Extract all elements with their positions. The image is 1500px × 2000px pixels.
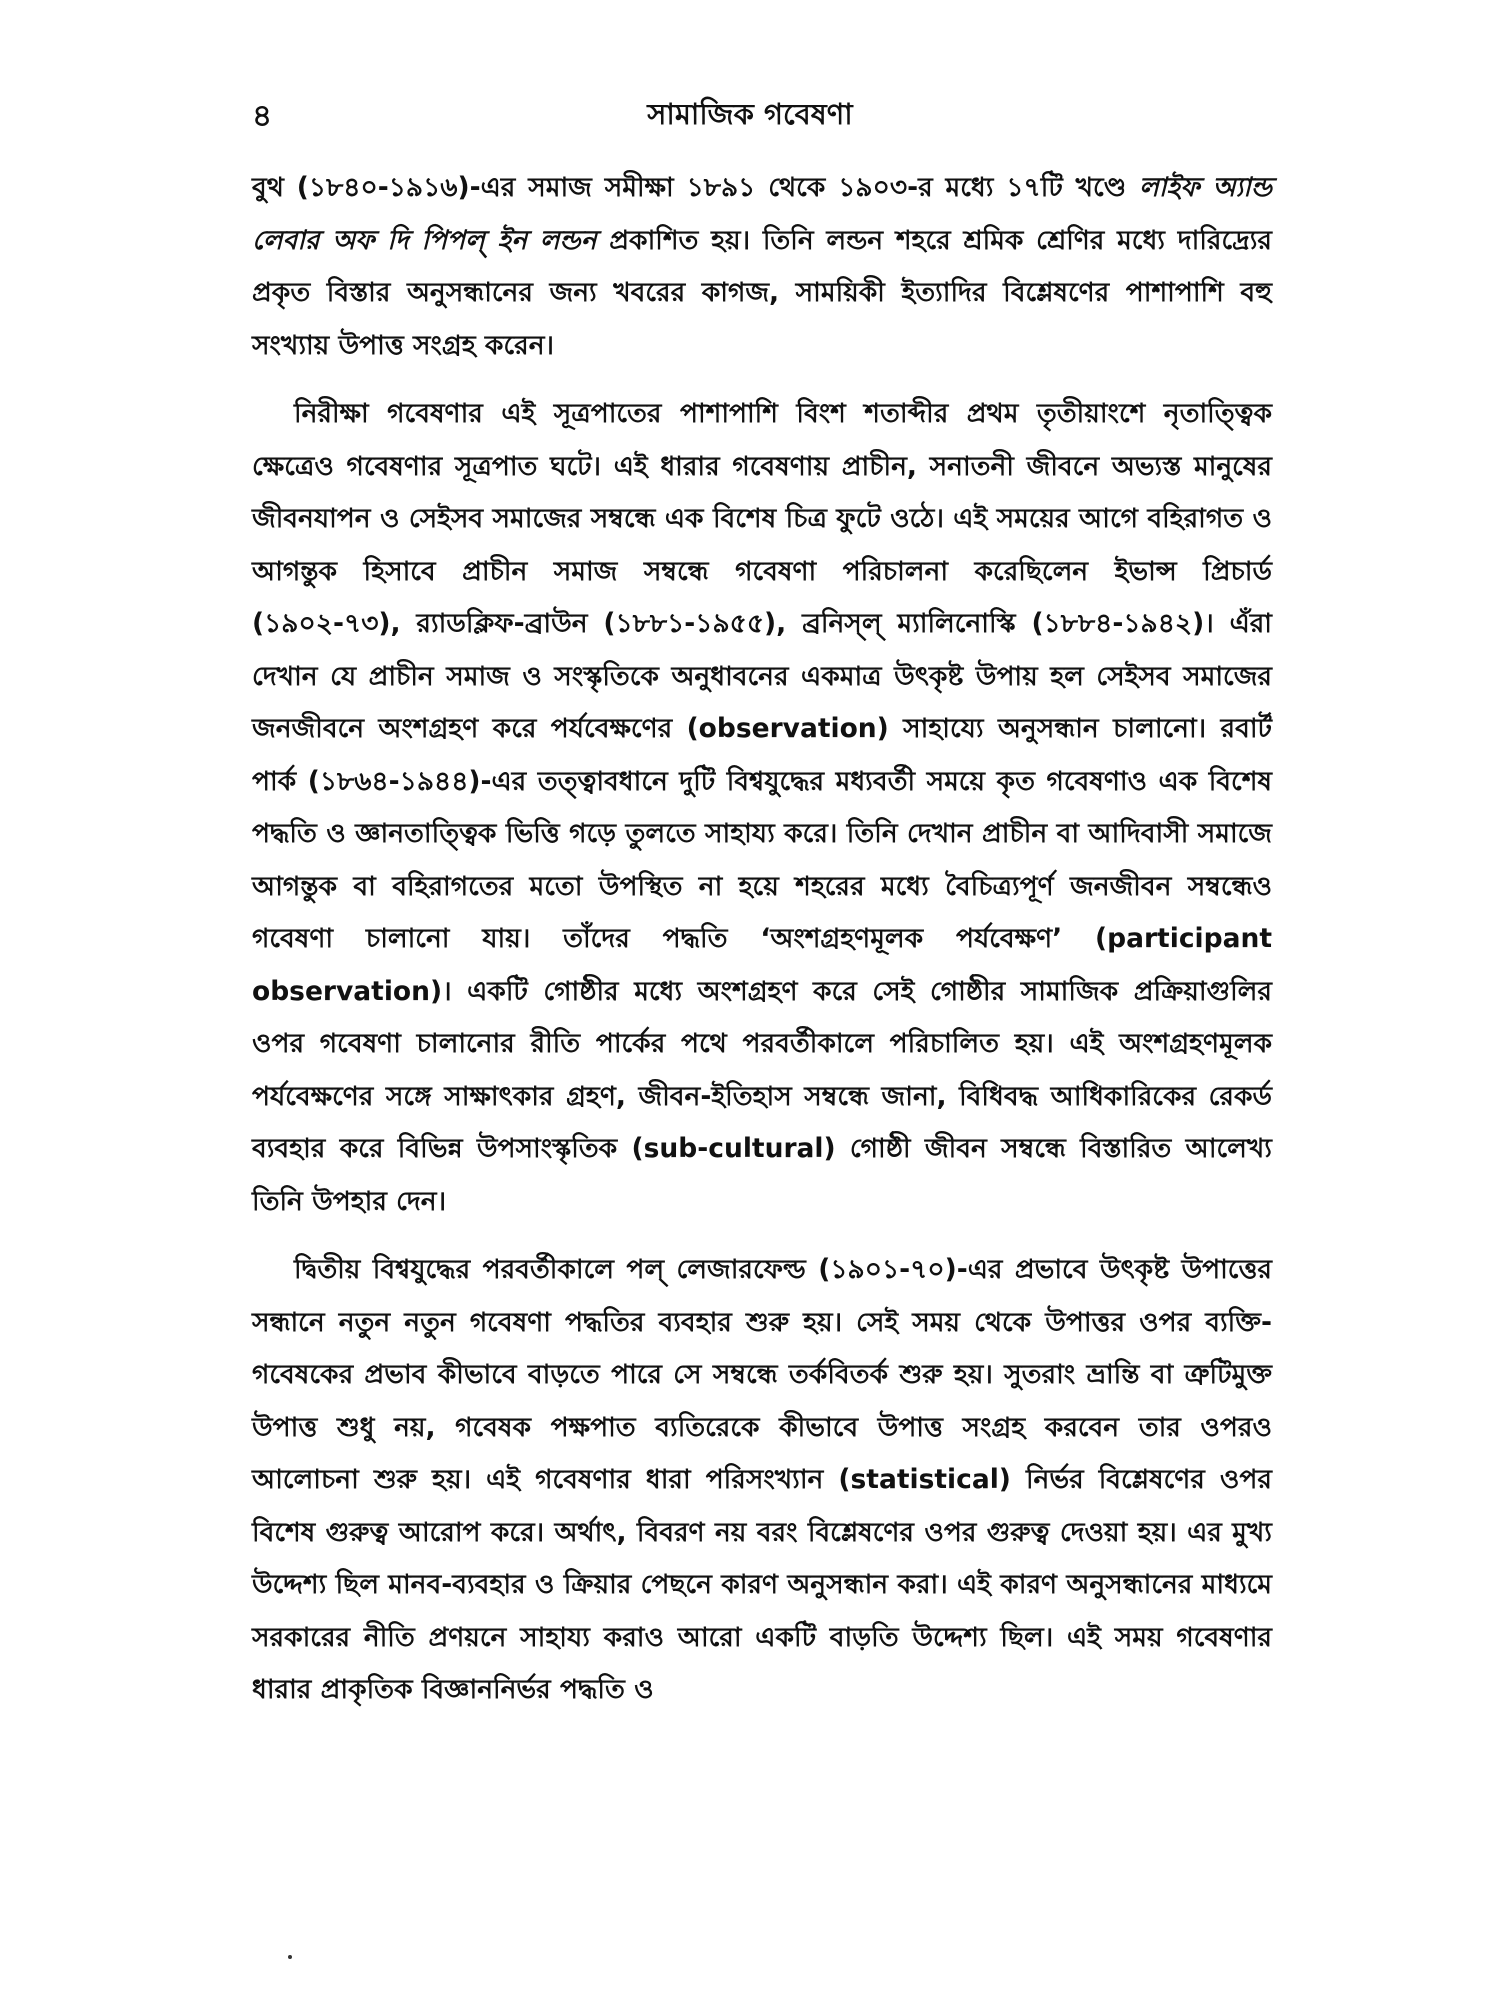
paragraph-text-end: প্রকাশিত হয়। তিনি লন্ডন শহরে শ্রমিক শ্রেণির মধ্যে দারিদ্র্যের প্রকৃত বিস্তার অনুসন্ধানের জন্য খবরের কাগজ, সাময়িকী ইত্যাদির বিশ্লেষণের পাশাপাশি বহু সংখ্যায় উপাত্ত সংগ্রহ করেন।	[252, 224, 1272, 361]
print-speck	[288, 1955, 292, 1959]
paragraph-booth-survey	[252, 162, 1272, 372]
book-title: লাইফ অ্যান্ড লেবার অফ দি পিপল্ ইন লন্ডন	[252, 172, 1272, 256]
page-header	[0, 92, 1500, 142]
paragraph-post-war-research: দ্বিতীয় বিশ্বযুদ্ধের পরবর্তীকালে পল্ লেজারফেল্ড (১৯০১-৭০)-এর প্রভাবে উৎকৃষ্ট উপাত্তের সন্ধানে নতুন নতুন গবেষণা পদ্ধতির ব্যবহার শুরু হয়। সেই সময় থেকে উপাত্তর ওপর ব্যক্তি-গবেষকের প্রভাব কীভাবে বাড়তে পারে সে সম্বন্ধে তর্কবিতর্ক শুরু হয়। সুতরাং ভ্রান্তি বা ত্রুটিমুক্ত উপাত্ত শুধু নয়, গবেষক পক্ষপাত ব্যতিরেকে কীভাবে উপাত্ত সংগ্রহ করবেন তার ওপরও আলোচনা শুরু হয়। এই গবেষণার ধারা পরিসংখ্যান (statistical) নির্ভর বিশ্লেষণের ওপর বিশেষ গুরুত্ব আরোপ করে। অর্থাৎ, বিবরণ নয় বরং বিশ্লেষণের ওপর গুরুত্ব দেওয়া হয়। এর মুখ্য উদ্দেশ্য ছিল মানব-ব্যবহার ও ক্রিয়ার পেছনে কারণ অনুসন্ধান করা। এই কারণ অনুসন্ধানের মাধ্যমে সরকারের নীতি প্রণয়নে সাহায্য করাও আরো একটি বাড়তি উদ্দেশ্য ছিল। এই সময় গবেষণার ধারার প্রাকৃতিক বিজ্ঞাননির্ভর পদ্ধতি ও	[252, 1254, 1272, 1705]
paragraph-anthropological-research: নিরীক্ষা গবেষণার এই সূত্রপাতের পাশাপাশি বিংশ শতাব্দীর প্রথম তৃতীয়াংশে নৃতাত্ত্বিক ক্ষেত্রেও গবেষণার সূত্রপাত ঘটে। এই ধারার গবেষণায় প্রাচীন, সনাতনী জীবনে অভ্যস্ত মানুষের জীবনযাপন ও সেইসব সমাজের সম্বন্ধে এক বিশেষ চিত্র ফুটে ওঠে। এই সময়ের আগে বহিরাগত ও আগন্তুক হিসাবে প্রাচীন সমাজ সম্বন্ধে গবেষণা পরিচালনা করেছিলেন ইভান্স প্রিচার্ড (১৯০২-৭৩), র‍্যাডক্লিফ-ব্রাউন (১৮৮১-১৯৫৫), ব্রনিস্‌ল্ ম্যালিনোস্কি (১৮৮৪-১৯৪২)। এঁরা দেখান যে প্রাচীন সমাজ ও সংস্কৃতিকে অনুধাবনের একমাত্র উৎকৃষ্ট উপায় হল সেইসব সমাজের জনজীবনে অংশগ্রহণ করে পর্যবেক্ষণের (observation) সাহায্যে অনুসন্ধান চালানো। রবার্ট পার্ক (১৮৬৪-১৯৪৪)-এর তত্ত্বাবধানে দুটি বিশ্বযুদ্ধের মধ্যবর্তী সময়ে কৃত গবেষণাও এক বিশেষ পদ্ধতি ও জ্ঞানতাত্ত্বিক ভিত্তি গড়ে তুলতে সাহায্য করে। তিনি দেখান প্রাচীন বা আদিবাসী সমাজে আগন্তুক বা বহিরাগতের মতো উপস্থিত না হয়ে শহরের মধ্যে বৈচিত্র্যপূর্ণ জনজীবন সম্বন্ধেও গবেষণা চালানো যায়। তাঁদের পদ্ধতি ‘অংশগ্রহণমূলক পর্যবেক্ষণ’ (participant observation)। একটি গোষ্ঠীর মধ্যে অংশগ্রহণ করে সেই গোষ্ঠীর সামাজিক প্রক্রিয়াগুলির ওপর গবেষণা চালানোর রীতি পার্কের পথে পরবর্তীকালে পরিচালিত হয়। এই অংশগ্রহণমূলক পর্যবেক্ষণের সঙ্গে সাক্ষাৎকার গ্রহণ, জীবন-ইতিহাস সম্বন্ধে জানা, বিধিবদ্ধ আধিকারিকের রেকর্ড ব্যবহার করে বিভিন্ন উপসাংস্কৃতিক (sub-cultural) গোষ্ঠী জীবন সম্বন্ধে বিস্তারিত আলেখ্য তিনি উপহার দেন।	[252, 398, 1272, 1217]
page-number: ৪	[252, 98, 273, 134]
running-title: সামাজিক গবেষণা	[647, 97, 853, 131]
body-text	[252, 162, 1272, 1733]
paragraph-text-start: বুথ (১৮৪০-১৯১৬)-এর সমাজ সমীক্ষা ১৮৯১ থেকে ১৯০৩-র মধ্যে ১৭টি খণ্ডে	[252, 172, 1140, 203]
